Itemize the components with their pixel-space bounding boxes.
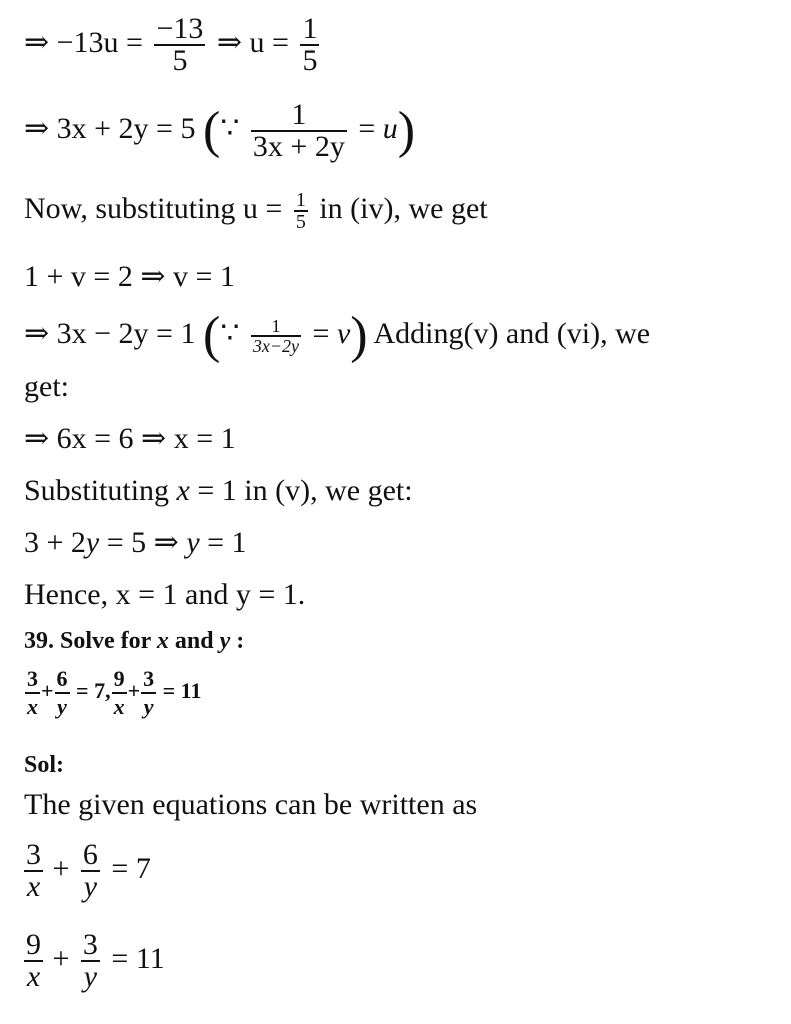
solution-equation-1: $\frac{3}{x}$ + $\frac{6}{y}$ = 7 (26, 838, 151, 903)
text-line-8: Substituting x = 1 in (v), we get: (24, 474, 413, 507)
solution-equation-2: $\frac{9}{x}$ + $\frac{3}{y}$ = 11 (26, 928, 165, 993)
equation-line-1 (24, 14, 323, 76)
text-line-6: get: (24, 370, 69, 403)
fraction: $\frac{1}{3x-2y}$ (252, 316, 300, 356)
question-equation: $\frac{3}{x}$ + $\frac{6}{y}$ = 7, $\frac{9}{x}$ + $\frac{3}{y}$ = 11 (27, 666, 202, 719)
text-line-3: Now, substituting u = $\frac{1}{5}$ in (iv), we get (24, 189, 488, 233)
fraction: $\frac{9}{x}$ (113, 666, 125, 719)
eq-text: ⇒ 3x + 2y = 5 (24, 111, 203, 145)
fraction: $\frac{3}{x}$ (27, 666, 38, 719)
equation-line-5: ⇒ 3x − 2y = 1 (∵ $\frac{1}{3x-2y}$ = v) Adding(v) and (vi), we (24, 307, 651, 364)
equation-line-7: ⇒ 6x = 6 ⇒ x = 1 (24, 422, 236, 455)
fraction: $\frac{3}{x}$ (26, 838, 41, 903)
equation-line-2: ⇒ 3x + 2y = 5 (∵ $\frac{1}{3x + 2y}$ = u) (24, 98, 416, 163)
fraction: $\frac{3}{y}$ (143, 666, 155, 719)
paren-close: ) (397, 102, 416, 159)
because-symbol: ∵ (220, 316, 247, 350)
fraction: $\frac{6}{y}$ (82, 838, 98, 903)
question-title: 39. Solve for x and y : (24, 628, 245, 654)
because-symbol: ∵ (220, 111, 247, 145)
fraction: $\frac{3}{y}$ (82, 928, 98, 993)
fraction: $\frac{-13}{5}$ (156, 12, 204, 77)
eq-text: ⇒ −13u = (24, 25, 151, 59)
solution-label: Sol: (24, 752, 65, 778)
equation-line-4: 1 + v = 2 ⇒ v = 1 (24, 260, 235, 293)
eq-text: ⇒ u = (209, 25, 297, 59)
solution-intro: The given equations can be written as (24, 788, 478, 821)
fraction: $\frac{6}{y}$ (56, 666, 68, 719)
fraction: $\frac{9}{x}$ (26, 928, 41, 993)
paren-open: ( (202, 102, 221, 159)
fraction: $\frac{1}{5}$ (302, 12, 318, 77)
paren-close: ) (350, 307, 368, 364)
fraction: $\frac{1}{5}$ (295, 189, 306, 233)
equation-line-9: 3 + 2y = 5 ⇒ y = 1 (24, 526, 247, 559)
paren-open: ( (202, 307, 221, 364)
fraction: $\frac{1}{3x + 2y}$ (252, 98, 345, 163)
text-line-10: Hence, x = 1 and y = 1. (24, 578, 306, 611)
